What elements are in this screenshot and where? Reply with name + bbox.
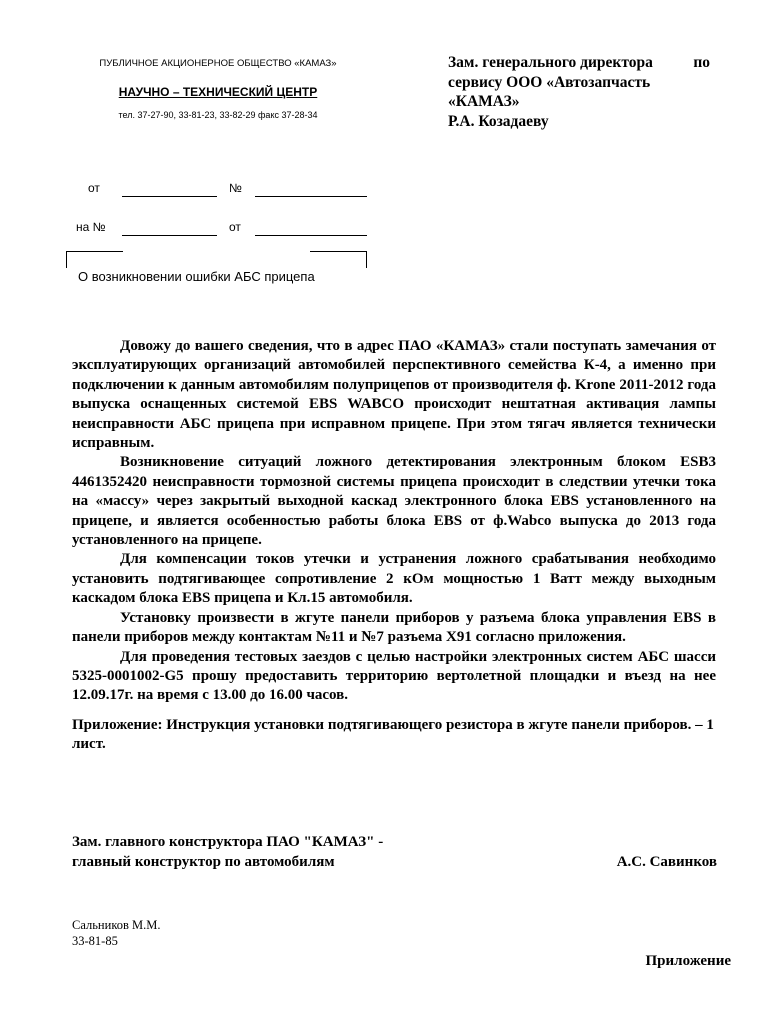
paragraph-3: Для компенсации токов утечки и устранения ложного срабатывания необходимо установить подтягивающее сопротивление 2 кОм мощностью 1 Ватт между выходным каскадом блока EBS прицепа и Кл.15 автомобиля. [72,551,716,607]
addressee-position: Зам. генерального директора [448,54,653,71]
paragraph-5: Для проведения тестовых заездов с целью настройки электронных систем АБС шасси 5325-0001002-G5 прошу предоставить территорию вертолетной площадки и въезд на нее 12.09.17г. на время с 13.00 до 16.00 часов. [72,648,716,704]
department-name: НАУЧНО – ТЕХНИЧЕСКИЙ ЦЕНТР [118,85,318,99]
appendix-note: Приложение: Инструкция установки подтягивающего резистора в жгуте панели приборов. – 1 лист. [72,716,714,753]
executor-name: Сальников М.М. [72,918,161,932]
addressee-line-3: «КАМАЗ» [448,93,520,110]
paragraph-2: Возникновение ситуаций ложного детектирования электронным блоком ESB3 4461352420 неисправности тормозной системы прицепа происходит в следствии утечки тока на «массу» через закрытый выходной каскад электронного блока EBS установленного на прицепе, и является особенностью работы блока EBS от ф.Wabco выпуска до 2013 года установленного на прицепе. [72,454,716,549]
paragraph-1: Довожу до вашего сведения, что в адрес ПАО «КАМАЗ» стали поступать замечания от эксплуатирующих организаций автомобилей перспективного семейства К-4, а именно при подключении к данным автомобилям полуприцепов от производителя ф. Krone 2011-2012 года выпуска оснащенных системой EBS WABCO происходит нештатная активация лампы неисправности АБС прицепа при исправном прицепе. При этом тягач является технически исправным. [72,338,716,452]
ref-date-label: от [229,220,241,234]
addressee-position-end: по [693,54,710,71]
paragraph-4: Установку произвести в жгуте панели приборов у разъема блока управления EBS в панели приборов между контактам №11 и №7 разъема Х91 согласно приложения. [72,609,716,646]
subject-bracket-right [310,251,367,268]
ref-number-label: на № [76,220,106,234]
addressee-block [448,53,710,131]
addressee-line-1 [448,53,710,73]
date-blank-line [122,196,217,197]
signer-position-line-1: Зам. главного конструктора ПАО "КАМАЗ" - [72,834,384,850]
ref-number-blank-line [122,235,217,236]
date-label: от [88,181,100,195]
signer-name: А.С. Савинков [616,854,717,870]
annex-heading: Приложение [645,953,731,969]
ref-date-blank-line [255,235,367,236]
number-label: № [229,181,242,195]
signer-position-line-2: главный конструктор по автомобилям [72,854,335,870]
addressee-name: Р.А. Козадаеву [448,112,549,130]
letter-body [72,337,716,755]
executor-phone: 33-81-85 [72,934,118,948]
executor-block [72,917,161,949]
subject-bracket-left [66,251,123,268]
signature-row [72,852,717,872]
signature-block [72,832,717,872]
addressee-line-2: сервису ООО «Автозапчасть [448,73,651,91]
contact-phones: тел. 37-27-90, 33-81-23, 33-82-29 факс 37-28-34 [118,110,318,120]
subject-line: О возникновении ошибки АБС прицепа [78,269,315,284]
organization-name: ПУБЛИЧНОЕ АКЦИОНЕРНОЕ ОБЩЕСТВО «КАМАЗ» [99,58,337,69]
number-blank-line [255,196,367,197]
